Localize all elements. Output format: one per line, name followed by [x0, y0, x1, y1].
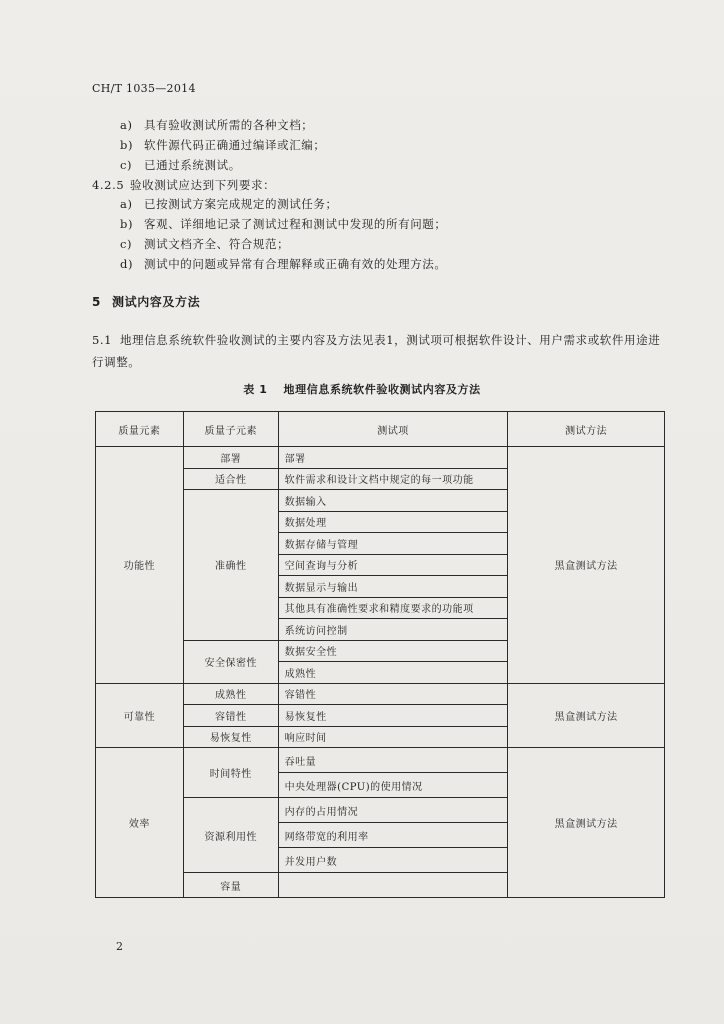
standard-number: CH/T 1035—2014 — [92, 82, 196, 95]
section-heading: 5 测试内容及方法 — [92, 295, 201, 309]
test-item: 容错性 — [278, 683, 508, 705]
test-item: 成熟性 — [278, 662, 508, 684]
sub-element: 易恢复性 — [183, 726, 278, 748]
test-method: 黑盒测试方法 — [508, 748, 665, 898]
test-item: 并发用户数 — [278, 848, 508, 873]
test-item: 吞吐量 — [278, 748, 508, 773]
test-item: 系统访问控制 — [278, 619, 508, 641]
column-header: 测试方法 — [508, 412, 665, 447]
test-item: 数据安全性 — [278, 640, 508, 662]
column-header: 质量子元素 — [183, 412, 278, 447]
sub-element: 时间特性 — [183, 748, 278, 798]
test-item: 内存的占用情况 — [278, 798, 508, 823]
test-method: 黑盒测试方法 — [508, 683, 665, 748]
list-item: b) 软件源代码正确通过编译或汇编； — [120, 138, 326, 152]
table-row — [96, 447, 665, 469]
list-item: c) 测试文档齐全、符合规范； — [120, 237, 290, 251]
test-item: 数据处理 — [278, 511, 508, 533]
quality-element: 效率 — [96, 748, 184, 898]
table-header-row — [96, 412, 665, 447]
acceptance-test-table — [95, 411, 665, 898]
clause-4-2-5: 4.2.5 验收测试应达到下列要求： — [92, 178, 276, 192]
test-item: 响应时间 — [278, 726, 508, 748]
table-caption: 表 1 地理信息系统软件验收测试内容及方法 — [243, 383, 481, 396]
test-item: 数据显示与输出 — [278, 576, 508, 598]
test-item: 其他具有准确性要求和精度要求的功能项 — [278, 597, 508, 619]
quality-element: 功能性 — [96, 447, 184, 684]
sub-element: 部署 — [183, 447, 278, 469]
sub-element: 准确性 — [183, 490, 278, 641]
sub-element: 容错性 — [183, 705, 278, 727]
test-item: 网络带宽的利用率 — [278, 823, 508, 848]
test-item: 部署 — [278, 447, 508, 469]
sub-element: 资源利用性 — [183, 798, 278, 873]
column-header: 测试项 — [278, 412, 508, 447]
sub-element: 适合性 — [183, 468, 278, 490]
test-item: 数据存储与管理 — [278, 533, 508, 555]
list-item: a) 具有验收测试所需的各种文档； — [120, 118, 314, 132]
test-item: 空间查询与分析 — [278, 554, 508, 576]
list-item: c) 已通过系统测试。 — [120, 158, 241, 172]
list-item: d) 测试中的问题或异常有合理解释或正确有效的处理方法。 — [120, 257, 447, 271]
sub-element: 安全保密性 — [183, 640, 278, 683]
test-item: 中央处理器(CPU)的使用情况 — [278, 773, 508, 798]
test-item: 易恢复性 — [278, 705, 508, 727]
table-row — [96, 683, 665, 705]
test-item: 数据输入 — [278, 490, 508, 512]
list-item: a) 已按测试方案完成规定的测试任务； — [120, 197, 338, 211]
test-method: 黑盒测试方法 — [508, 447, 665, 684]
page-number: 2 — [116, 940, 123, 953]
list-item: b) 客观、详细地记录了测试过程和测试中发现的所有问题； — [120, 217, 447, 231]
paragraph-5-1: 5.1 地理信息系统软件验收测试的主要内容及方法见表1，测试项可根据软件设计、用户需求或软件用途进行调整。 — [92, 333, 661, 369]
sub-element: 成熟性 — [183, 683, 278, 705]
test-item — [278, 873, 508, 898]
test-item: 软件需求和设计文档中规定的每一项功能 — [278, 468, 508, 490]
table-row — [96, 748, 665, 773]
quality-element: 可靠性 — [96, 683, 184, 748]
column-header: 质量元素 — [96, 412, 184, 447]
sub-element: 容量 — [183, 873, 278, 898]
